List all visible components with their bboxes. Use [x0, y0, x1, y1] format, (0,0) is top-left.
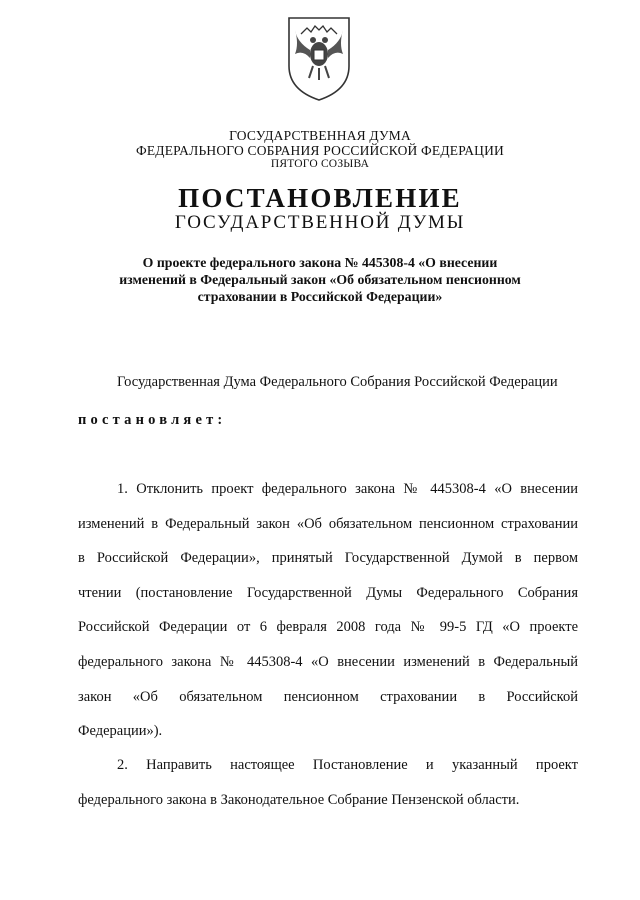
paragraph-line: Федерации»). [78, 723, 163, 740]
paragraph-line: закон «Об обязательном пенсионном страховании в Российской [78, 688, 578, 705]
paragraph-line: в Российской Федерации», принятый Государственной Думой в первом [78, 550, 578, 567]
paragraph-line: Российской Федерации от 6 февраля 2008 года № 99-5 ГД «О проекте [78, 619, 578, 636]
russian-coat-of-arms-icon [285, 14, 353, 102]
paragraph-line: 1. Отклонить проект федерального закона № 445308-4 «О внесении [117, 481, 578, 497]
preamble-text: Государственная Дума Федерального Собрания Российской Федерации [117, 374, 558, 390]
issuer-line-3: ПЯТОГО СОЗЫВА [270, 158, 370, 170]
subject-line: О проекте федерального закона № 445308-4 «О внесении [142, 255, 498, 270]
paragraph-line: 2. Направить настоящее Постановление и указанный проект [117, 757, 578, 773]
subject-line: изменений в Федеральный закон «Об обязательном пенсионном [119, 272, 521, 287]
document-subject [100, 254, 540, 305]
issuer-line-1: ГОСУДАРСТВЕННАЯ ДУМА [229, 128, 411, 143]
document-type-title: ПОСТАНОВЛЕНИЕ [178, 183, 462, 213]
paragraph-line: изменений в Федеральный закон «Об обязательном пенсионном страховании [78, 515, 578, 532]
paragraph-line: федерального закона в Законодательное Собрание Пензенской области. [78, 791, 520, 808]
paragraph-line: федерального закона № 445308-4 «О внесении изменений в Федеральный [78, 653, 578, 670]
paragraph-line: чтении (постановление Государственной Думы Федерального Собрания [78, 584, 578, 601]
resolves-word: постановляет: [78, 412, 227, 428]
document-org-subtitle: ГОСУДАРСТВЕННОЙ ДУМЫ [174, 212, 466, 233]
issuer-line-2: ФЕДЕРАЛЬНОГО СОБРАНИЯ РОССИЙСКОЙ ФЕДЕРАЦИИ [136, 143, 504, 158]
paragraph-item-2 [78, 748, 578, 817]
paragraph-item-1 [78, 472, 578, 749]
subject-line: страховании в Российской Федерации» [197, 289, 443, 304]
